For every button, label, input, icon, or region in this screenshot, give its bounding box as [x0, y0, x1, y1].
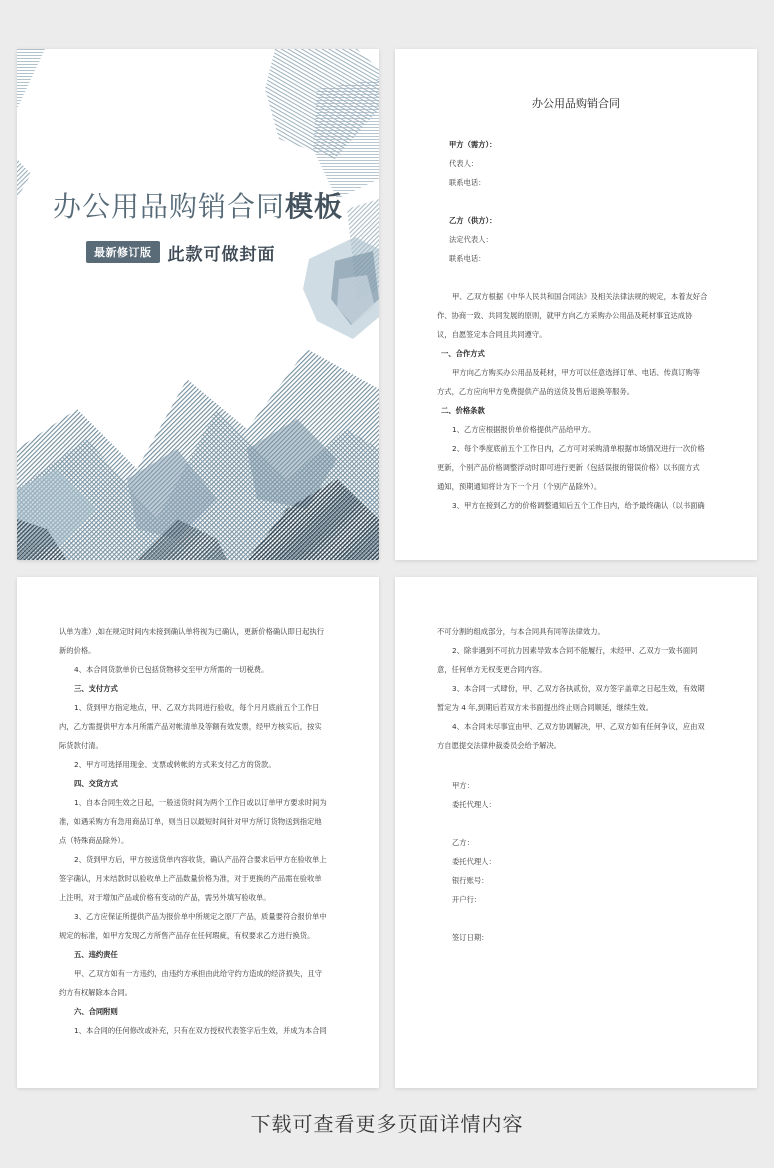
body-text-line: 3、乙方应保证所提供产品为报价单中所规定之原厂产品，质量要符合报价单中 [74, 912, 327, 921]
section-heading: 四、交货方式 [74, 779, 118, 788]
cover-title-main: 办公用品购销合同 [52, 190, 285, 223]
cover-title [17, 185, 379, 225]
body-text-line: 4、本合同货款单价已包括货物移交至甲方所需的一切税费。 [74, 665, 269, 674]
section-heading: 三、支付方式 [74, 684, 118, 693]
body-text-line: 乙方： [452, 838, 474, 847]
body-text-line: 甲、乙双方根据《中华人民共和国合同法》及相关法律法规的规定，本着友好合 [452, 292, 708, 301]
body-text-line: 不可分割的组成部分，与本合同具有同等法律效力。 [437, 627, 605, 636]
body-text-line: 议，自愿签定本合同且共同遵守。 [437, 330, 547, 339]
section-heading: 一、合作方式 [441, 349, 485, 358]
contract-page-1 [395, 49, 757, 560]
body-text-line: 更新，个别产品价格调整浮动时即可进行更新（包括误报的错误价格）以书面方式 [437, 463, 700, 472]
section-heading: 甲方（需方）： [449, 140, 497, 149]
cover-title-emphasis: 模板 [285, 190, 344, 223]
body-text-line: 甲、乙双方如有一方违约，由违约方承担由此给守约方造成的经济损失，且守 [74, 969, 323, 978]
body-text-line: 开户行： [452, 895, 482, 904]
body-text-line: 委托代理人： [452, 800, 496, 809]
body-text-line: 1、货到甲方指定地点，甲、乙双方共同进行验收，每个月月底前五个工作日 [74, 703, 320, 712]
section-heading: 二、价格条款 [441, 406, 485, 415]
section-heading: 五、违约责任 [74, 950, 118, 959]
section-heading: 六、合同附则 [74, 1007, 118, 1016]
contract-page-2 [17, 577, 379, 1088]
contract-page-3 [395, 577, 757, 1088]
body-text-line: 甲方向乙方购买办公用品及耗材，甲方可以任意选择订单、电话、传真订购等 [452, 368, 701, 377]
body-text-line: 内，乙方需提供甲方本月所需产品对帐清单及等额有效发票，经甲方核实后，按实 [59, 722, 322, 731]
body-text-line: 上注明，对于增加产品或价格有变动的产品，需另外填写验收单。 [59, 893, 271, 902]
body-text-line: 3、本合同一式肆份，甲、乙双方各执贰份，双方签字盖章之日起生效，有效期 [452, 684, 705, 693]
body-text-line: 1、自本合同生效之日起，一般送货时间为两个工作日或以订单甲方要求时间为 [74, 798, 327, 807]
footer-caption: 下载可查看更多页面详情内容 [250, 1112, 524, 1136]
body-text-line: 代表人： [449, 159, 479, 168]
body-text-line: 1、本合同的任何修改或补充，只有在双方授权代表签字后生效，并成为本合同 [74, 1026, 327, 1035]
body-text-line: 认单为准）,如在规定时间内未接到确认单将视为已确认，更新价格确认即日起执行 [59, 627, 325, 636]
body-text-line: 通知，预期通知将计为下一个月（个别产品除外）。 [437, 482, 602, 491]
cover-subtitle: 此款可做封面 [167, 244, 276, 265]
section-heading: 乙方（供方）： [449, 216, 497, 225]
body-text-line: 委托代理人： [452, 857, 496, 866]
body-text-line: 3、甲方在接到乙方的价格调整通知后五个工作日内，给予最终确认（以书面确 [452, 501, 705, 510]
body-text-line: 银行账号： [452, 876, 489, 885]
revision-badge: 最新修订版 [86, 241, 160, 263]
body-text-line: 签字确认，月末结款时以验收单上产品数量价格为准，对于更换的产品需在验收单 [59, 874, 322, 883]
body-text-line: 法定代表人： [449, 235, 493, 244]
body-text-line: 2、甲方可选择用现金、支票或转帐的方式来支付乙方的货款。 [74, 760, 276, 769]
body-text-line: 约方有权解除本合同。 [59, 988, 132, 997]
body-text-line: 方自愿提交法律仲裁委员会给予解决。 [437, 741, 562, 750]
cover-subtitle-row [86, 241, 276, 263]
body-text-line: 暂定为 4 年,到期后若双方未书面提出终止则合同顺延，继续生效。 [437, 703, 653, 712]
body-text-line: 新的价格。 [59, 646, 96, 655]
body-text-line: 联系电话： [449, 254, 486, 263]
body-text-line: 际货款付清。 [59, 741, 103, 750]
cover-page [17, 49, 379, 560]
body-text-line: 2、除非遇到不可抗力因素导致本合同不能履行，未经甲、乙双方一致书面同 [452, 646, 698, 655]
body-text-line: 4、本合同未尽事宜由甲、乙双方协调解决，甲、乙双方如有任何争议，应由双 [452, 722, 705, 731]
body-text-line: 作、协商一致、共同发展的原则，就甲方向乙方采购办公用品及耗材事宜达成协 [437, 311, 693, 320]
body-text-line: 甲方： [452, 781, 474, 790]
body-text-line: 2、每个季度底前五个工作日内，乙方可对采购清单根据市场情况进行一次价格 [452, 444, 705, 453]
body-text-line: 2、货到甲方后，甲方按送货单内容收货，确认产品符合要求后甲方在验收单上 [74, 855, 327, 864]
body-text-line: 意，任何单方无权变更合同内容。 [437, 665, 547, 674]
body-text-line: 准，如遇采购方有急用商品订单，则当日以最短时间针对甲方所订货物送到指定地 [59, 817, 322, 826]
body-text-line: 点（特殊商品除外）。 [59, 836, 129, 845]
body-text-line: 方式，乙方应向甲方免费提供产品的送货及售后退换等服务。 [437, 387, 635, 396]
contract-title: 办公用品购销合同 [532, 97, 620, 110]
body-text-line: 1、乙方应根据报价单价格提供产品给甲方。 [452, 425, 596, 434]
body-text-line: 签订日期： [452, 933, 489, 942]
body-text-line: 联系电话： [449, 178, 486, 187]
body-text-line: 规定的标准，如甲方发现乙方所售产品存在任何瑕疵，有权要求乙方进行换货。 [59, 931, 315, 940]
cover-geometric-art [17, 49, 379, 560]
